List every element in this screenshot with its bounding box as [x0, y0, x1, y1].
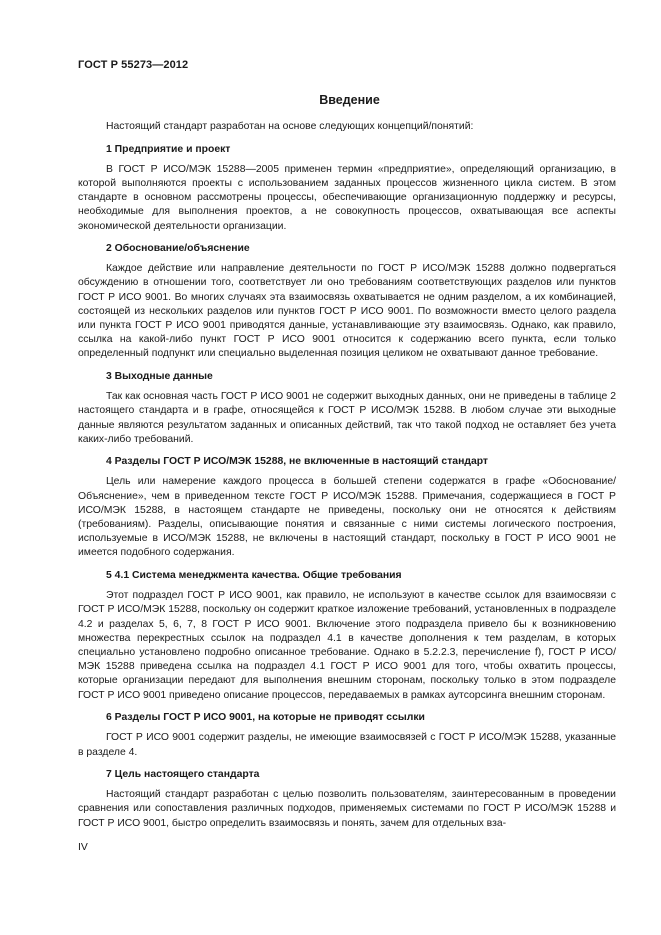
section-paragraph: Каждое действие или направление деятельности по ГОСТ Р ИСО/МЭК 15288 должно подвергаться обсуждению в отношении того, соответствует ли оно требованиям соответствующих разделов или пунктов ГОСТ Р ИСО 9001. Во многих случаях эта взаимосвязь охватывается не одним разделом, а их комбинацией, состоящей из нескольких разделов или пунктов ГОСТ Р ИСО 9001. По возможности вместо целого раздела или пункта ГОСТ Р ИСО 9001 приводятся данные, устанавливающие эту взаимосвязь. Однако, как правило, ссылка на какой-либо пункт ГОСТ Р ИСО 9001 относится к содержанию всего пункта, если только определенный подпункт или специально выделенная позиция целиком не охватывают данное требование. [78, 263, 616, 360]
section-heading: 4 Разделы ГОСТ Р ИСО/МЭК 15288, не включенные в настоящий стандарт [106, 456, 489, 468]
standard-header: ГОСТ Р 55273—2012 [78, 59, 189, 71]
section-paragraph: Цель или намерение каждого процесса в большей степени содержатся в графе «Обоснование/Объяснение», чем в приведенном тексте ГОСТ Р ИСО/МЭК 15288. Примечания, содержащиеся в ГОСТ Р ИСО/МЭК 15288, в настоящем стандарте не приведены, поскольку они не относятся к действиям (требованиям). Разделы, описывающие понятия и связанные с ними системы логического построения, используемые в ИСО/МЭК 15288, не включены в настоящий стандарт, поскольку в ГОСТ Р ИСО 9001 не имеется подобного содержания. [78, 476, 616, 559]
section-heading: 2 Обоснование/объяснение [106, 243, 250, 255]
document-body [78, 120, 616, 839]
section-paragraph: ГОСТ Р ИСО 9001 содержит разделы, не имеющие взаимосвязей с ГОСТ Р ИСО/МЭК 15288, указанные в разделе 4. [78, 732, 616, 758]
section-heading: 6 Разделы ГОСТ Р ИСО 9001, на которые не приводят ссылки [106, 712, 425, 724]
section-heading: 7 Цель настоящего стандарта [106, 769, 260, 781]
section-heading: 5 4.1 Система менеджмента качества. Общие требования [106, 570, 402, 582]
section-heading: 1 Предприятие и проект [106, 143, 231, 155]
section-heading: 3 Выходные данные [106, 371, 213, 383]
section-paragraph: Настоящий стандарт разработан с целью позволить пользователям, заинтересованным в проведении сравнения или сопоставления различных подходов, применяемых системами по ГОСТ Р ИСО/МЭК 15288 и ГОСТ Р ИСО 9001, быстро определить взаимосвязь и понять, зачем для отдельных вза- [78, 789, 616, 829]
section-paragraph: Этот подраздел ГОСТ Р ИСО 9001, как правило, не используют в качестве ссылок для взаимосвязи с ГОСТ Р ИСО/МЭК 15288, поскольку он содержит краткое изложение требований, установленных в подразделе 4.2 и разделах 5, 6, 7, 8 ГОСТ Р ИСО 9001. Включение этого подраздела привело бы к возникновению множества перекрестных ссылок на подраздел 4.1 в качестве дополнения к тем разделам, в которых специально установлено подробно описанное требование. Однако в 5.2.2.3, перечисление f), ГОСТ Р ИСО/МЭК 15288 приведена ссылка на подраздел 4.1 ГОСТ Р ИСО 9001 для того, чтобы охватить процессы, которые организации передают для выполнения внешним сторонам, поскольку только в этом подразделе ГОСТ Р ИСО 9001 приведено описание процессов, передаваемых в рамках аутсорсинга внешним сторонам. [78, 590, 616, 701]
page-number: IV [78, 842, 88, 853]
intro-paragraph: Настоящий стандарт разработан на основе следующих концепций/понятий: [106, 121, 474, 132]
page-title: Введение [319, 93, 380, 107]
section-paragraph: Так как основная часть ГОСТ Р ИСО 9001 не содержит выходных данных, они не приведены в таблице 2 настоящего стандарта и в графе, относящейся к ГОСТ Р ИСО/МЭК 15288. В любом случае эти выходные данные являются результатом заданных и описанных действий, так что такой подход не оставляет без учета каких-либо требований. [78, 391, 616, 445]
section-paragraph: В ГОСТ Р ИСО/МЭК 15288—2005 применен термин «предприятие», определяющий организацию, в которой выполняются проекты с использованием заданных процессов жизненного цикла систем. В этом стандарте в основном рассмотрены процессы, обеспечивающие организационную поддержку и ресурсы, необходимые для выполнения проектов, а не совокупность процессов, охватывающая все аспекты экономической деятельности организации. [78, 163, 616, 232]
